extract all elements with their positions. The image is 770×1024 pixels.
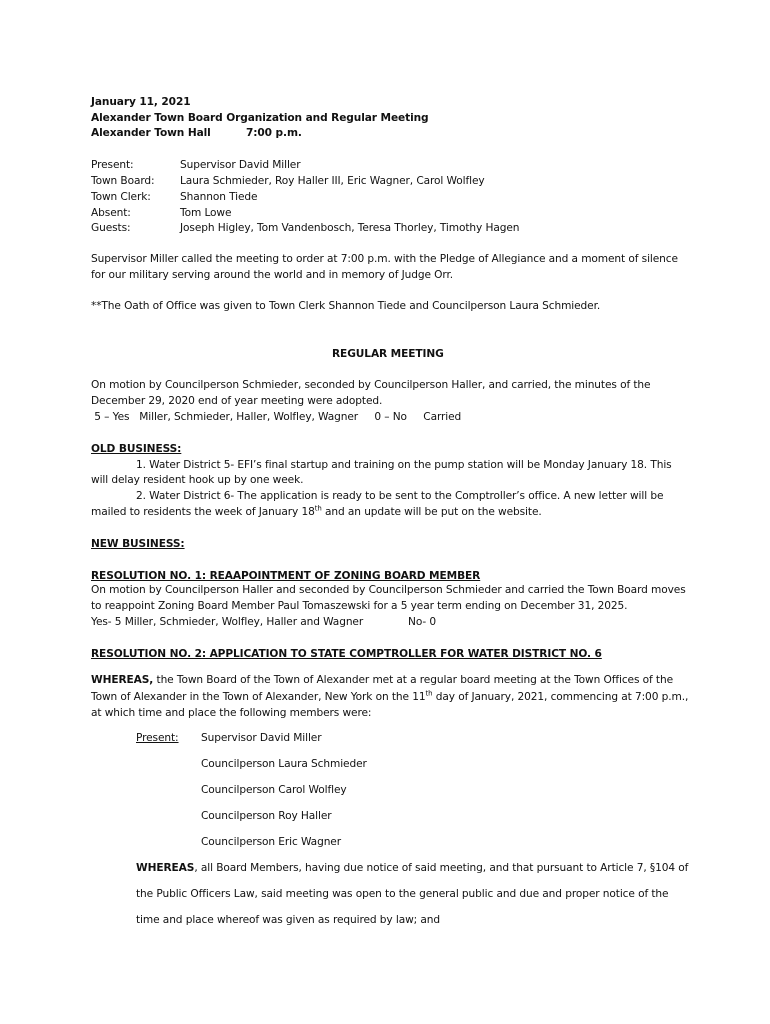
attendance-value-town-clerk: Shannon Tiede [180, 191, 258, 203]
meeting-date: January 11, 2021 [91, 96, 191, 108]
regular-meeting-heading: REGULAR MEETING [332, 348, 444, 360]
old-business-heading: OLD BUSINESS: [91, 443, 182, 455]
resolution-2-whereas-1-line-1: WHEREAS, the Town Board of the Town of Alexander met at a regular board meeting at the Town Offices of the [91, 674, 674, 686]
resolution-2-whereas-1-line-2: Town of Alexander in the Town of Alexander, New York on the 11th day of January, 2021, commencing at 7:00 p.m., [91, 689, 689, 703]
resolution-2-whereas-2-line-1: WHEREAS, all Board Members, having due notice of said meeting, and that pursuant to Article 7, §104 of [136, 862, 689, 874]
resolution-1-vote-no: No- 0 [408, 616, 437, 628]
meeting-title: Alexander Town Board Organization and Regular Meeting [91, 112, 429, 124]
member-1: Supervisor David Miller [201, 732, 322, 744]
resolution-2-whereas-2-line-3: time and place whereof was given as required by law; and [136, 914, 441, 926]
superscript-th: th [314, 504, 322, 513]
minutes-vote: 5 – Yes Miller, Schmieder, Haller, Wolfley, Wagner 0 – No Carried [91, 411, 462, 423]
resolution-1-line-2: to reappoint Zoning Board Member Paul Tomaszewski for a 5 year term ending on December 31, 2025. [91, 600, 628, 612]
meeting-location: Alexander Town Hall [91, 127, 211, 139]
minutes-motion-line-2: December 29, 2020 end of year meeting were adopted. [91, 395, 383, 407]
member-5: Councilperson Eric Wagner [201, 836, 341, 848]
meeting-time: 7:00 p.m. [246, 127, 302, 139]
resolution-1-line-1: On motion by Councilperson Haller and seconded by Councilperson Schmieder and carried the Town Board moves [91, 584, 686, 596]
attendance-label-town-board: Town Board: [91, 175, 155, 187]
attendance-label-present: Present: [91, 159, 134, 171]
opening-line-2: for our military serving around the world and in memory of Judge Orr. [91, 269, 454, 281]
resolution-2-heading: RESOLUTION NO. 2: APPLICATION TO STATE COMPTROLLER FOR WATER DISTRICT NO. 6 [91, 648, 602, 660]
attendance-value-absent: Tom Lowe [180, 207, 232, 219]
minutes-motion-line-1: On motion by Councilperson Schmieder, seconded by Councilperson Haller, and carried, the minutes of the [91, 379, 651, 391]
attendance-label-absent: Absent: [91, 207, 131, 219]
resolution-1-heading: RESOLUTION NO. 1: REAAPOINTMENT OF ZONING BOARD MEMBER [91, 570, 481, 582]
present-label: Present: [136, 732, 179, 744]
superscript-th: th [425, 689, 433, 698]
old-business-item-2-line-2: mailed to residents the week of January 18th and an update will be put on the website. [91, 504, 542, 518]
new-business-heading: NEW BUSINESS: [91, 538, 185, 550]
oath-note: **The Oath of Office was given to Town Clerk Shannon Tiede and Councilperson Laura Schmieder. [91, 300, 601, 312]
resolution-2-whereas-1-line-3: at which time and place the following members were: [91, 707, 372, 719]
member-4: Councilperson Roy Haller [201, 810, 332, 822]
attendance-value-guests: Joseph Higley, Tom Vandenbosch, Teresa Thorley, Timothy Hagen [180, 222, 520, 234]
attendance-label-town-clerk: Town Clerk: [91, 191, 151, 203]
old-business-item-1-line-1: 1. Water District 5- EFI’s final startup and training on the pump station will be Monday January 18. This [136, 459, 672, 471]
resolution-2-whereas-2-line-2: the Public Officers Law, said meeting was open to the general public and due and proper notice of the [136, 888, 669, 900]
opening-line-1: Supervisor Miller called the meeting to order at 7:00 p.m. with the Pledge of Allegiance and a moment of silence [91, 253, 678, 265]
resolution-1-vote-yes: Yes- 5 Miller, Schmieder, Wolfley, Haller and Wagner [91, 616, 364, 628]
old-business-item-2-line-1: 2. Water District 6- The application is ready to be sent to the Comptroller’s office. A new letter will be [136, 490, 664, 502]
attendance-value-town-board: Laura Schmieder, Roy Haller III, Eric Wagner, Carol Wolfley [180, 175, 485, 187]
member-2: Councilperson Laura Schmieder [201, 758, 367, 770]
member-3: Councilperson Carol Wolfley [201, 784, 347, 796]
attendance-value-present: Supervisor David Miller [180, 159, 301, 171]
old-business-item-1-line-2: will delay resident hook up by one week. [91, 474, 304, 486]
attendance-label-guests: Guests: [91, 222, 131, 234]
